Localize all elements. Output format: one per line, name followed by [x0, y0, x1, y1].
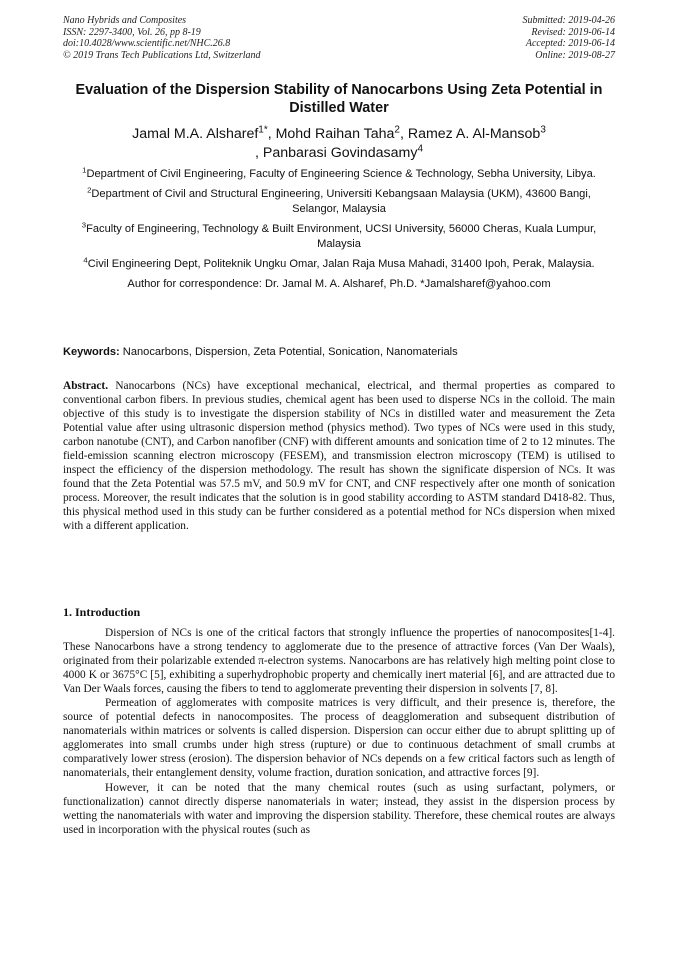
- journal-copyright: © 2019 Trans Tech Publications Ltd, Switzerland: [63, 49, 261, 61]
- paragraph: Permeation of agglomerates with composite matrices is very difficult, and their presence is, therefore, the source of potential defects in nanocomposites. The process of deagglomeration and subsequent distribution of nanomaterials within matrices or solvents is called dispersion. Dispersion can occur either due to abrupt splitting up of agglomerates into small crumbs under high stress (rupture) or due to continuous detachment of small crumbs at comparatively lower stress (erosion). The dispersion behavior of NCs depends on a few critical factors such as length of nanomaterials, their entanglement density, volume fraction, duration sonication, and attractive forces [9].: [63, 697, 615, 780]
- paragraph: However, it can be noted that the many chemical routes (such as using surfactant, polymers, or functionalization) cannot directly disperse nanomaterials in water; instead, they assist in the dispersion process by wetting the nanomaterials with water and improving the dispersion stability. Therefore, these chemical routes are always used in incorporation with the physical routes (such as: [63, 781, 615, 836]
- section-heading: 1. Introduction: [63, 605, 141, 619]
- author-name: , Panbarasi Govindasamy: [255, 145, 418, 161]
- introduction-body: [63, 626, 615, 837]
- author-name: , Ramez A. Al-Mansob: [399, 126, 541, 142]
- affiliation-text: Department of Civil Engineering, Faculty of Engineering Science & Technology, Sebha University, Libya.: [86, 168, 596, 180]
- journal-info: [63, 15, 261, 61]
- author-affiliation-mark: 4: [417, 143, 423, 155]
- paragraph: Dispersion of NCs is one of the critical factors that strongly influence the properties of nanocomposites[1-4]. These Nanocarbons have a strong tendency to agglomerate due to the presence of attractive forces (Van Der Waals), originated from their polarizable extended π-electron systems. Nanocarbons are has relatively high melting point close to 4000 K or 3675°C [5], exhibiting a superhydrophobic property and chemically inert material [6], and are attracted due to Van Der Waals forces, causing the fibers to tend to agglomerate preventing their dispersion in solvents [7, 8].: [63, 627, 615, 696]
- affiliation: [63, 257, 615, 271]
- publication-dates: [523, 15, 616, 61]
- date-online: Online: 2019-08-27: [535, 49, 615, 61]
- abstract-text: Nanocarbons (NCs) have exceptional mechanical, electrical, and thermal properties as compared to conventional carbon fibers. In previous studies, chemical agent has been used to disperse NCs in the colloid. The main objective of this study is to investigate the dispersion stability of NCs in distilled water and measurement the Zeta Potential value after using ultrasonic dispersion method (physics method). Two types of NCs were used in this study, carbon nanotube (CNT), and Carbon nanofiber (CNF) with different amounts and sonication time of 2 to 12 minutes. The field-emission scanning electron microscopy (FESEM), and transmission electron microscopy (TEM) is utilised to inspect the efficiency of the dispersion methodology. The result has shown the significate dispersion of NCs. It was found that the Zeta Potential was 57.5 mV, and 50.9 mV for CNT, and CNF respectively after one month of sonication process. Moreover, the result indicates that the solution is in good stability according to ASTM standard D418-82. Thus, this physical method used in this study can be further considered as a potential method for NCs dispersion when mixed with a different application.: [63, 380, 615, 533]
- journal-doi: doi:10.4028/www.scientific.net/NHC.26.8: [63, 38, 231, 50]
- author-affiliation-mark: 1*: [258, 124, 268, 136]
- author-list: [63, 125, 615, 163]
- affiliation-text: Faculty of Engineering, Technology & Built Environment, UCSI University, 56000 Cheras, Kuala Lumpur, Malaysia: [86, 223, 597, 250]
- affiliation: [63, 222, 615, 251]
- affiliations: [63, 167, 615, 292]
- author-affiliation-mark: 2: [394, 124, 400, 136]
- date-submitted: Submitted: 2019-04-26: [522, 15, 615, 26]
- journal-issn: ISSN: 2297-3400, Vol. 26, pp 8-19: [63, 26, 201, 38]
- affiliation-number: 1: [82, 165, 87, 175]
- date-revised: Revised: 2019-06-14: [531, 26, 615, 38]
- abstract: [63, 379, 615, 534]
- author-affiliation-mark: 3: [540, 124, 546, 136]
- author-name: , Mohd Raihan Taha: [267, 126, 395, 142]
- keywords: [63, 345, 615, 359]
- journal-name: Nano Hybrids and Composites: [63, 15, 187, 26]
- affiliation-number: 3: [81, 220, 87, 230]
- affiliation-text: Civil Engineering Dept, Politeknik Ungku Omar, Jalan Raja Musa Mahadi, 31400 Ipoh, Perak, Malaysia.: [87, 258, 595, 271]
- author-name: Jamal M.A. Alsharef: [132, 126, 259, 142]
- date-accepted: Accepted: 2019-06-14: [525, 38, 615, 50]
- affiliation-number: 4: [83, 255, 88, 265]
- abstract-label: Abstract.: [63, 380, 109, 392]
- affiliation-number: 2: [87, 185, 92, 195]
- keywords-text: Nanocarbons, Dispersion, Zeta Potential, Sonication, Nanomaterials: [119, 346, 458, 358]
- keywords-label: Keywords:: [63, 346, 120, 358]
- affiliation: [63, 187, 615, 216]
- correspondence-line: Author for correspondence: Dr. Jamal M. A. Alsharef, Ph.D. *Jamalsharef@yahoo.com: [127, 278, 551, 291]
- affiliation: [63, 167, 615, 181]
- affiliation-text: Department of Civil and Structural Engineering, Universiti Kebangsaan Malaysia (UKM), 43600 Bangi, Selangor, Malaysia: [91, 188, 591, 215]
- paper-title: Evaluation of the Dispersion Stability of Nanocarbons Using Zeta Potential in Distilled Water: [75, 82, 603, 116]
